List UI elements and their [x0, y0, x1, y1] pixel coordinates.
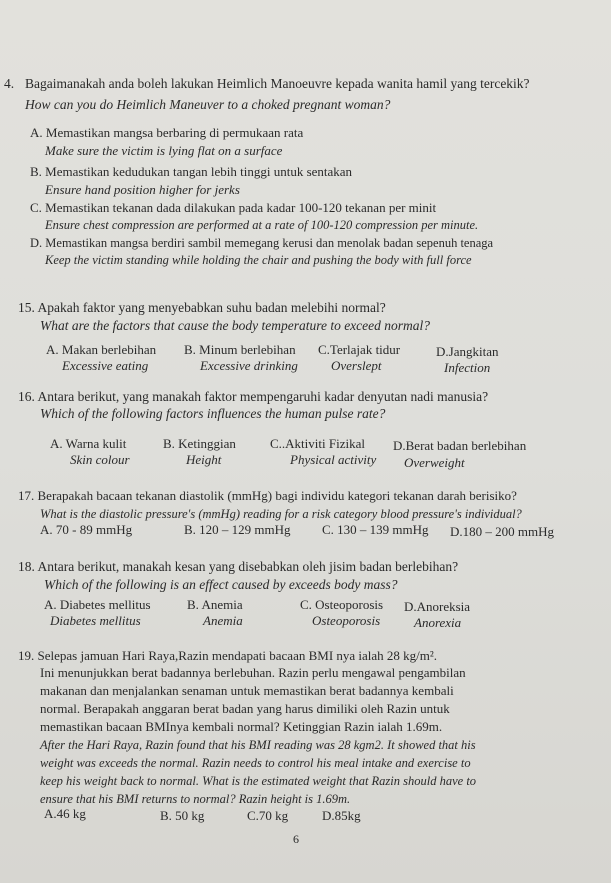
option-c: C. 130 – 139 mmHg — [322, 522, 429, 537]
option-b-ms: B. Ketinggian — [163, 436, 236, 451]
option-c-ms: C. Osteoporosis — [300, 597, 384, 612]
option-a-ms: A. Warna kulit — [50, 436, 127, 451]
question-text-ms-line-3: makanan dan menjalankan senaman untuk memastikan berat badannya kembali — [40, 683, 454, 698]
question-text-en-line-2: weight was exceeds the normal. Razin needs to control his meal intake and exercise to — [40, 756, 471, 770]
option-a-en: Diabetes mellitus — [50, 613, 141, 628]
option-d-en: Infection — [444, 360, 491, 375]
option-b-en: Anemia — [203, 613, 243, 628]
option-b: B. 120 – 129 mmHg — [184, 522, 291, 537]
option-b: B. 50 kg — [160, 808, 205, 823]
option-c-ms: C..Aktiviti Fizikal — [270, 436, 365, 451]
question-number: 4. — [4, 76, 15, 91]
option-b-ms: B. Memastikan kedudukan tangan lebih tinggi untuk sentakan — [30, 164, 353, 179]
page-number: 6 — [293, 832, 299, 846]
question-text-ms: 16. Antara berikut, yang manakah faktor mempengaruhi kadar denyutan nadi manusia? — [18, 389, 489, 404]
option-b-en: Excessive drinking — [200, 358, 298, 373]
question-text-en-line-4: ensure that his BMI returns to normal? Razin height is 1.69m. — [40, 792, 351, 806]
option-d: D.85kg — [322, 808, 361, 823]
option-d-en: Keep the victim standing while holding the chair and pushing the body with full force — [45, 253, 472, 267]
question-text-en: What are the factors that cause the body temperature to exceed normal? — [40, 318, 431, 333]
option-a-ms: A. Memastikan mangsa berbaring di permukaan rata — [30, 125, 304, 140]
question-text-en: How can you do Heimlich Maneuver to a choked pregnant woman? — [25, 97, 391, 112]
option-a-en: Make sure the victim is lying flat on a surface — [45, 143, 283, 158]
question-text-ms-line-5: memastikan bacaan BMInya kembali normal? Ketinggian Razin ialah 1.69m. — [40, 719, 443, 734]
question-text-en: Which of the following is an effect caused by exceeds body mass? — [44, 577, 398, 592]
option-d-ms: D. Memastikan mangsa berdiri sambil memegang kerusi dan menolak badan sepenuh tenaga — [30, 236, 494, 250]
option-c-ms: C. Memastikan tekanan dada dilakukan pada kadar 100-120 tekanan per minit — [30, 200, 437, 215]
option-c-ms: C.Terlajak tidur — [318, 342, 401, 357]
option-d-ms: D.Anoreksia — [404, 599, 471, 614]
question-text-ms: Bagaimanakah anda boleh lakukan Heimlich Manoeuvre kepada wanita hamil yang tercekik? — [25, 76, 530, 91]
option-c-en: Physical activity — [290, 452, 377, 467]
option-c: C.70 kg — [247, 808, 289, 823]
option-a-en: Skin colour — [70, 452, 130, 467]
question-text-ms: 15. Apakah faktor yang menyebabkan suhu badan melebihi normal? — [18, 300, 386, 315]
option-a-en: Excessive eating — [62, 358, 149, 373]
option-b-ms: B. Minum berlebihan — [184, 342, 296, 357]
option-c-en: Ensure chest compression are performed at a rate of 100-120 compression per minute. — [45, 218, 479, 232]
question-text-en: Which of the following factors influences the human pulse rate? — [40, 406, 386, 421]
option-a: A.46 kg — [44, 806, 86, 821]
question-text-ms: 18. Antara berikut, manakah kesan yang disebabkan oleh jisim badan berlebihan? — [18, 559, 459, 574]
option-d: D.180 – 200 mmHg — [450, 524, 554, 539]
option-d-ms: D.Berat badan berlebihan — [393, 438, 527, 453]
option-d-en: Overweight — [404, 455, 465, 470]
option-c-en: Overslept — [331, 358, 382, 373]
option-a-ms: A. Diabetes mellitus — [44, 597, 151, 612]
question-text-ms-line-2: Ini menunjukkan berat badannya berlebuhan. Razin perlu mengawal pengambilan — [40, 665, 466, 680]
option-d-en: Anorexia — [414, 615, 462, 630]
question-text-ms-line-4: normal. Berapakah anggaran berat badan yang harus dimiliki oleh Razin untuk — [40, 701, 450, 716]
option-d-ms: D.Jangkitan — [436, 344, 499, 359]
question-text-en-line-1: After the Hari Raya, Razin found that his BMI reading was 28 kgm2. It showed that his — [40, 738, 476, 752]
question-text-en: What is the diastolic pressure's (mmHg) reading for a risk category blood pressure's individual? — [40, 507, 522, 521]
option-a-ms: A. Makan berlebihan — [46, 342, 157, 357]
question-text-ms-line-1: 19. Selepas jamuan Hari Raya,Razin mendapati bacaan BMI nya ialah 28 kg/m². — [18, 648, 438, 663]
option-b-en: Height — [186, 452, 222, 467]
option-a: A. 70 - 89 mmHg — [40, 522, 133, 537]
option-b-en: Ensure hand position higher for jerks — [45, 182, 240, 197]
question-text-en-line-3: keep his weight back to normal. What is the estimated weight that Razin should have to — [40, 774, 477, 788]
option-c-en: Osteoporosis — [312, 613, 381, 628]
option-b-ms: B. Anemia — [187, 597, 243, 612]
question-text-ms: 17. Berapakah bacaan tekanan diastolik (mmHg) bagi individu kategori tekanan darah berisiko? — [18, 488, 517, 503]
